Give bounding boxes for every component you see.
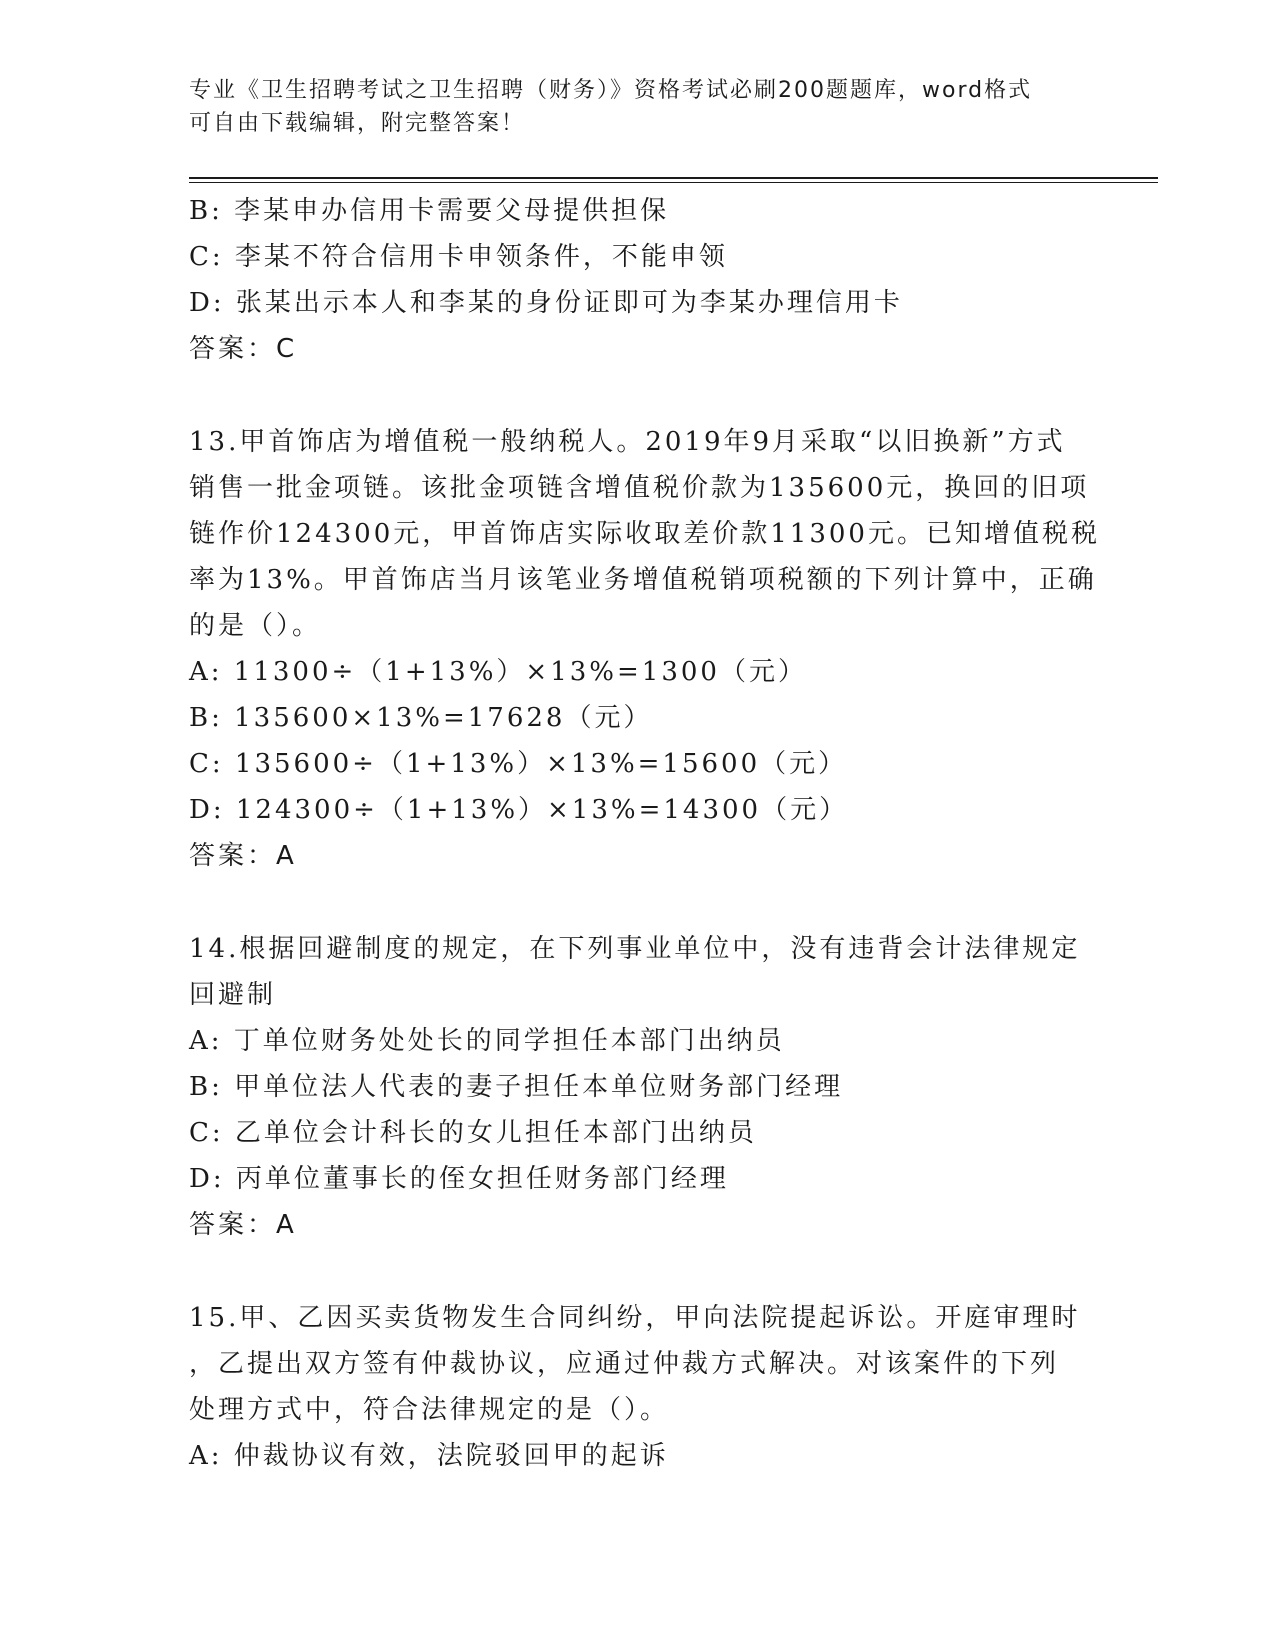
answer: 答案：A xyxy=(189,1210,297,1240)
header-line-1: 专业《卫生招聘考试之卫生招聘（财务）》资格考试必刷200题题库，word格式 xyxy=(189,78,1033,103)
document-header xyxy=(189,74,1089,140)
question-stem-line: 处理方式中，符合法律规定的是（）。 xyxy=(189,1395,670,1425)
spacer xyxy=(189,372,1089,419)
spacer xyxy=(189,1248,1089,1295)
question-15 xyxy=(189,1295,1089,1479)
question-stem-line: 销售一批金项链。该批金项链含增值税价款为135600元，换回的旧项 xyxy=(189,473,1090,503)
option-c: C: 乙单位会计科长的女儿担任本部门出纳员 xyxy=(189,1118,757,1148)
option-b: B: 甲单位法人代表的妻子担任本单位财务部门经理 xyxy=(189,1072,844,1102)
question-stem-line: ，乙提出双方签有仲裁协议，应通过仲裁方式解决。对该案件的下列 xyxy=(189,1349,1060,1379)
answer: 答案：A xyxy=(189,841,297,871)
option-b: B: 李某申办信用卡需要父母提供担保 xyxy=(189,196,670,226)
question-13 xyxy=(189,419,1100,879)
question-12 xyxy=(189,188,1089,372)
question-stem-line: 13.甲首饰店为增值税一般纳税人。2019年9月采取“以旧换新”方式 xyxy=(189,427,1066,457)
question-stem-line: 14.根据回避制度的规定，在下列事业单位中，没有违背会计法律规定 xyxy=(189,934,1081,964)
header-rule-thick xyxy=(189,177,1158,179)
option-d: D: 丙单位董事长的侄女担任财务部门经理 xyxy=(189,1164,729,1194)
header-rule-thin xyxy=(189,182,1158,183)
option-a: A: 11300÷（1+13%）×13%=1300（元） xyxy=(189,657,807,687)
header-line-2: 可自由下载编辑，附完整答案！ xyxy=(189,111,526,136)
option-c: C: 李某不符合信用卡申领条件，不能申领 xyxy=(189,242,728,272)
question-stem-line: 的是（）。 xyxy=(189,611,322,641)
question-stem-line: 15.甲、乙因买卖货物发生合同纠纷，甲向法院提起诉讼。开庭审理时 xyxy=(189,1303,1081,1333)
option-a: A: 仲裁协议有效，法院驳回甲的起诉 xyxy=(189,1441,669,1471)
question-14 xyxy=(189,926,1089,1248)
option-c: C: 135600÷（1+13%）×13%=15600（元） xyxy=(189,749,848,779)
option-b: B: 135600×13%=17628（元） xyxy=(189,703,653,733)
answer: 答案：C xyxy=(189,334,298,364)
question-stem-line: 链作价124300元，甲首饰店实际收取差价款11300元。已知增值税税 xyxy=(189,519,1100,549)
option-d: D: 张某出示本人和李某的身份证即可为李某办理信用卡 xyxy=(189,288,903,318)
option-a: A: 丁单位财务处处长的同学担任本部门出纳员 xyxy=(189,1026,785,1056)
option-d: D: 124300÷（1+13%）×13%=14300（元） xyxy=(189,795,849,825)
question-stem-line: 回避制 xyxy=(189,980,277,1010)
spacer xyxy=(189,879,1089,926)
question-stem-line: 率为13%。甲首饰店当月该笔业务增值税销项税额的下列计算中，正确 xyxy=(189,565,1097,595)
question-content xyxy=(189,188,1100,1479)
